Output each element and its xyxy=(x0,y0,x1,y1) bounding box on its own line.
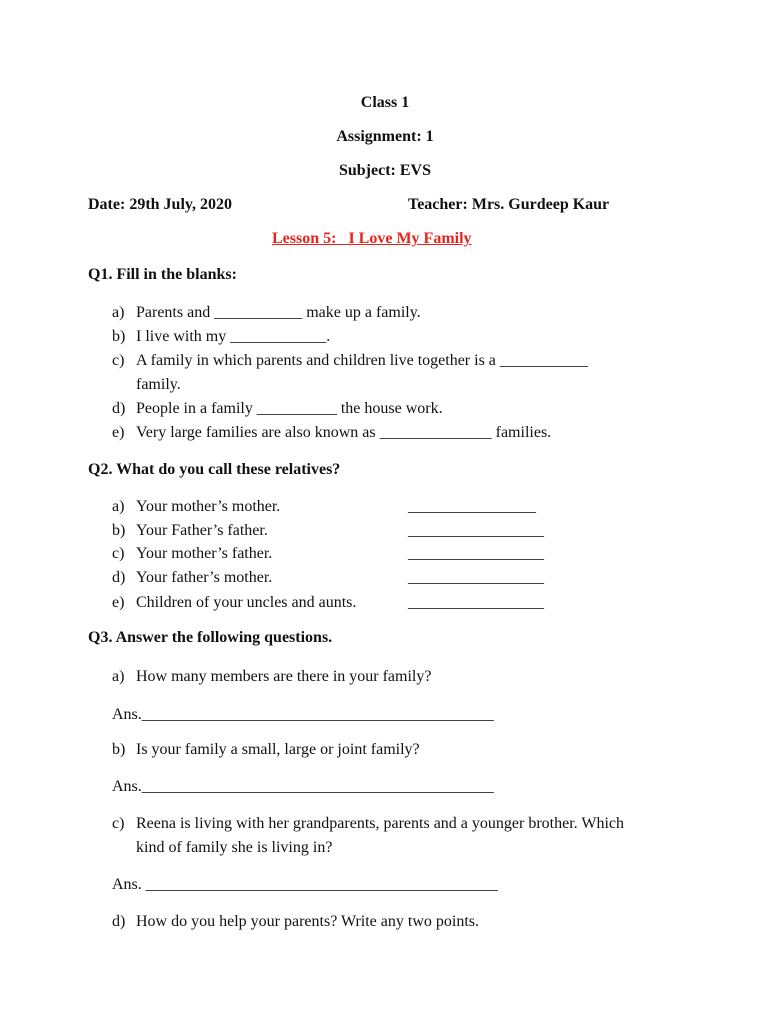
item-text: Your mother’s father. xyxy=(136,545,273,562)
item-label: c) xyxy=(112,352,125,369)
question-text: Is your family a small, large or joint family? xyxy=(136,741,420,758)
item-label: a) xyxy=(112,498,125,515)
answer-line: Ans.____________________________________________ xyxy=(112,706,494,723)
item-text: Parents and ___________ make up a family. xyxy=(136,304,421,321)
item-label: c) xyxy=(112,545,125,562)
item-label: d) xyxy=(112,400,126,417)
item-text: I live with my ____________. xyxy=(136,328,331,345)
item-text: People in a family __________ the house work. xyxy=(136,400,443,417)
teacher-line: Teacher: Mrs. Gurdeep Kaur xyxy=(408,196,610,213)
answer-blank: ________________ xyxy=(408,498,536,515)
subject-title: Subject: EVS xyxy=(338,162,431,179)
item-label: a) xyxy=(112,304,125,321)
lesson-prefix: Lesson 5: xyxy=(272,230,337,247)
item-label: a) xyxy=(112,668,125,685)
item-text: Children of your uncles and aunts. xyxy=(136,594,357,611)
question-text: How do you help your parents? Write any two points. xyxy=(136,913,479,930)
item-text: Your mother’s mother. xyxy=(136,498,281,515)
answer-line: Ans. ____________________________________________ xyxy=(112,876,498,893)
assignment-title: Assignment: 1 xyxy=(336,128,434,145)
item-label: d) xyxy=(112,569,126,586)
answer-blank: _________________ xyxy=(408,522,544,539)
date-line: Date: 29th July, 2020 xyxy=(88,196,232,213)
answer-blank: _________________ xyxy=(408,545,544,562)
answer-blank: _________________ xyxy=(408,594,544,611)
question-text: How many members are there in your family? xyxy=(136,668,432,685)
item-label: b) xyxy=(112,741,126,758)
lesson-heading xyxy=(272,230,472,248)
item-label: b) xyxy=(112,522,126,539)
item-label: e) xyxy=(112,424,125,441)
item-text: family. xyxy=(136,376,181,393)
item-label: e) xyxy=(112,594,125,611)
answer-blank: _________________ xyxy=(408,569,544,586)
class-title: Class 1 xyxy=(360,94,410,111)
q2-heading: Q2. What do you call these relatives? xyxy=(88,461,341,478)
question-text: kind of family she is living in? xyxy=(136,839,333,856)
item-text: Very large families are also known as ______________ families. xyxy=(136,424,552,441)
answer-line: Ans.____________________________________________ xyxy=(112,778,494,795)
item-label: d) xyxy=(112,913,126,930)
item-label: b) xyxy=(112,328,126,345)
lesson-title: I Love My Family xyxy=(348,230,472,247)
item-label: c) xyxy=(112,815,125,832)
question-text: Reena is living with her grandparents, parents and a younger brother. Which xyxy=(136,815,625,832)
item-text: Your Father’s father. xyxy=(136,522,268,539)
q3-heading: Q3. Answer the following questions. xyxy=(88,629,333,646)
item-text: Your father’s mother. xyxy=(136,569,273,586)
item-text: A family in which parents and children live together is a ___________ xyxy=(136,352,588,369)
q1-heading: Q1. Fill in the blanks: xyxy=(88,266,237,283)
